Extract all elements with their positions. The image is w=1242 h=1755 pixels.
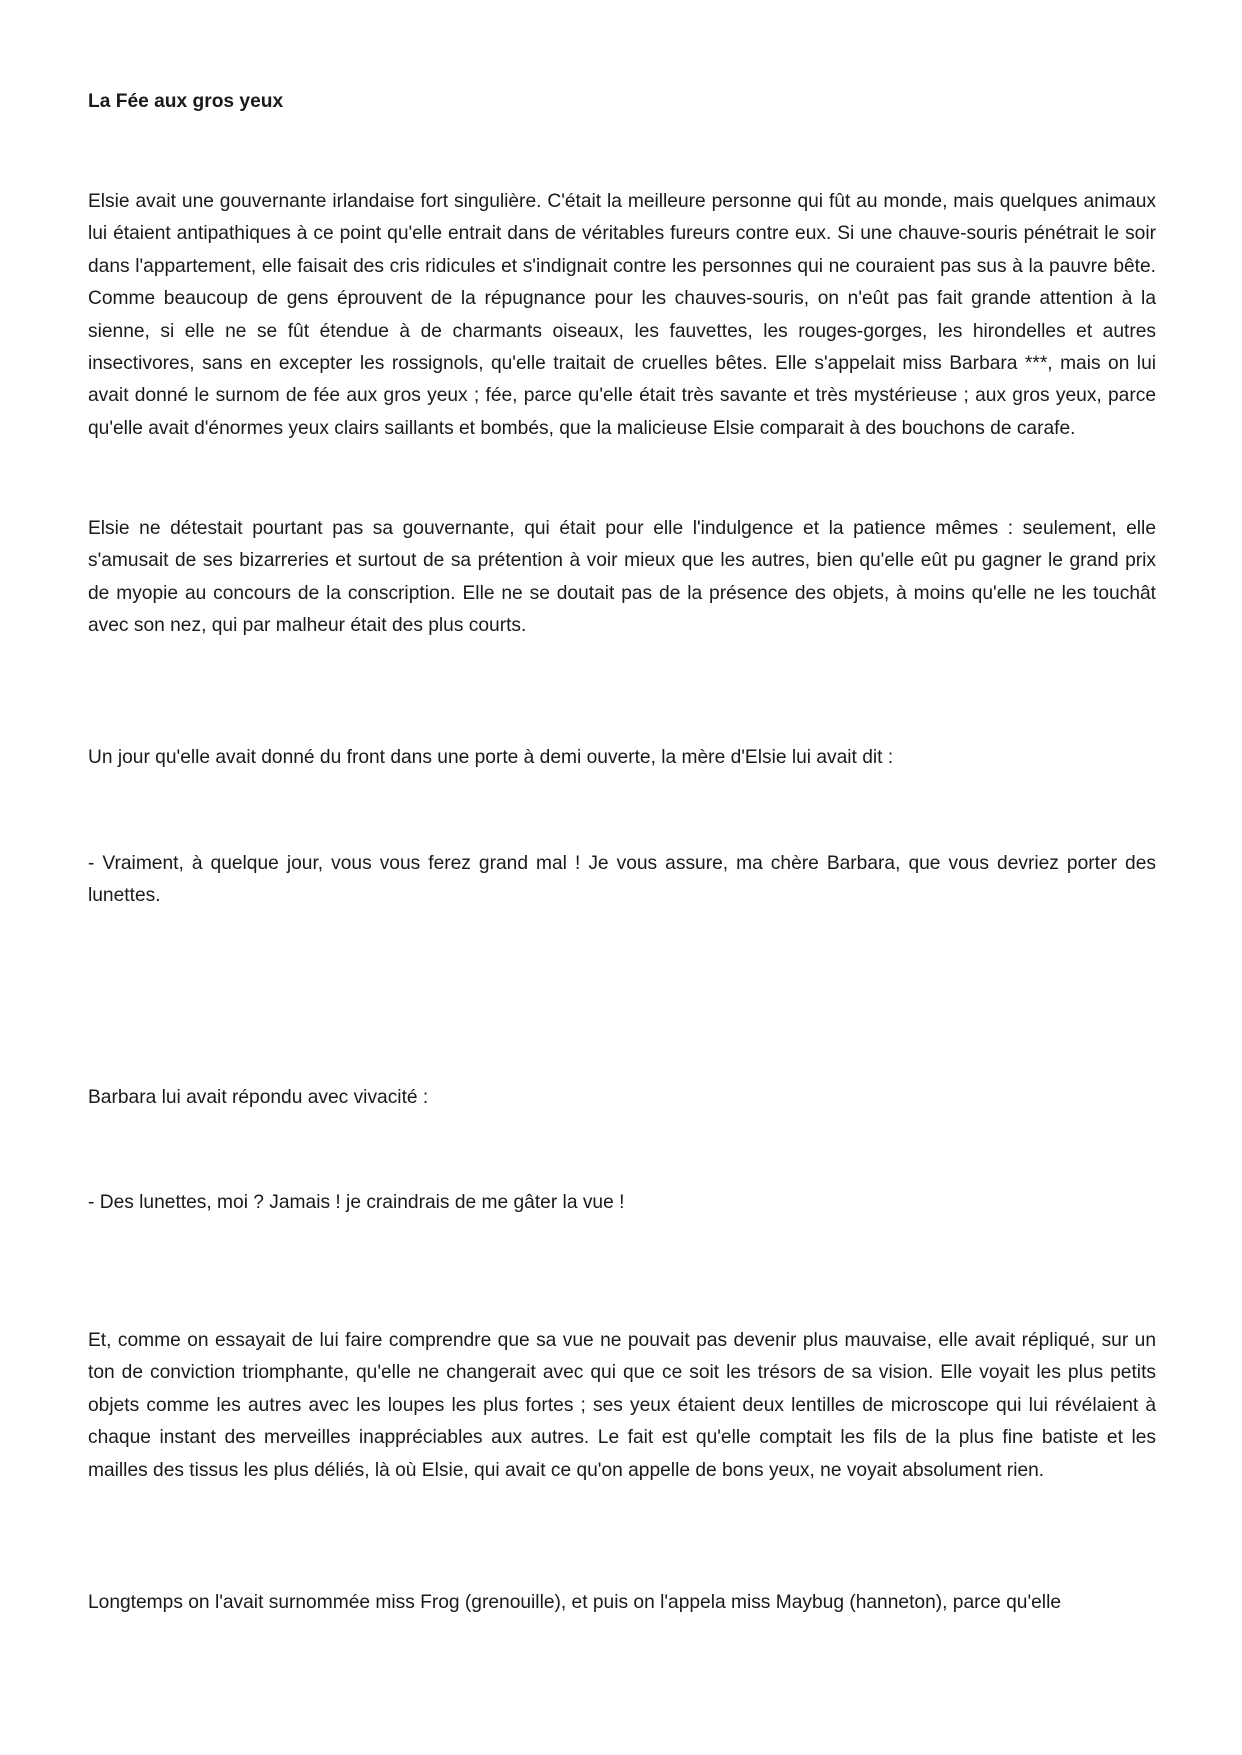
paragraph-4: - Vraiment, à quelque jour, vous vous ferez grand mal ! Je vous assure, ma chère Barbara, que vous devriez porter des lunettes. [88, 853, 1156, 907]
paragraph-1: Elsie avait une gouvernante irlandaise fort singulière. C'était la meilleure personne qui fût au monde, mais quelques animaux lui étaient antipathiques à ce point qu'elle entrait dans de véritables fureurs contre eux. Si une chauve-souris pénétrait le soir dans l'appartement, elle faisait des cris ridicules et s'indignait contre les personnes qui ne couraient pas sus à la pauvre bête. Comme beaucoup de gens éprouvent de la répugnance pour les chauves-souris, on n'eût pas fait grande attention à la sienne, si elle ne se fût étendue à de charmants oiseaux, les fauvettes, les rouges-gorges, les hirondelles et autres insectivores, sans en excepter les rossignols, qu'elle traitait de cruelles bêtes. Elle s'appelait miss Barbara ***, mais on lui avait donné le surnom de fée aux gros yeux ; fée, parce qu'elle était très savante et très mystérieuse ; aux gros yeux, parce qu'elle avait d'énormes yeux clairs saillants et bombés, que la malicieuse Elsie comparait à des bouchons de carafe. [88, 191, 1156, 439]
paragraph-3: Un jour qu'elle avait donné du front dans une porte à demi ouverte, la mère d'Elsie lui avait dit : [88, 747, 894, 768]
paragraph-7: Et, comme on essayait de lui faire comprendre que sa vue ne pouvait pas devenir plus mauvaise, elle avait répliqué, sur un ton de conviction triomphante, qu'elle ne changerait avec qui que ce soit les trésors de sa vision. Elle voyait les plus petits objets comme les autres avec les loupes les plus fortes ; ses yeux étaient deux lentilles de microscope qui lui révélaient à chaque instant des merveilles inappréciables aux autres. Le fait est qu'elle comptait les fils de la plus fine batiste et les mailles des tissus les plus déliés, là où Elsie, qui avait ce qu'on appelle de bons yeux, ne voyait absolument rien. [88, 1330, 1156, 1481]
paragraph-5: Barbara lui avait répondu avec vivacité : [88, 1087, 429, 1108]
paragraph-2: Elsie ne détestait pourtant pas sa gouvernante, qui était pour elle l'indulgence et la patience mêmes : seulement, elle s'amusait de ses bizarreries et surtout de sa prétention à voir mieux que les autres, bien qu'elle eût pu gagner le grand prix de myopie au concours de la conscription. Elle ne se doutait pas de la présence des objets, à moins qu'elle ne les touchât avec son nez, qui par malheur était des plus courts. [88, 518, 1156, 637]
document-page [88, 0, 1156, 1755]
document-title: La Fée aux gros yeux [88, 91, 284, 112]
paragraph-8: Longtemps on l'avait surnommée miss Frog (grenouille), et puis on l'appela miss Maybug (hanneton), parce qu'elle [88, 1592, 1061, 1613]
paragraph-6: - Des lunettes, moi ? Jamais ! je craindrais de me gâter la vue ! [88, 1192, 625, 1213]
